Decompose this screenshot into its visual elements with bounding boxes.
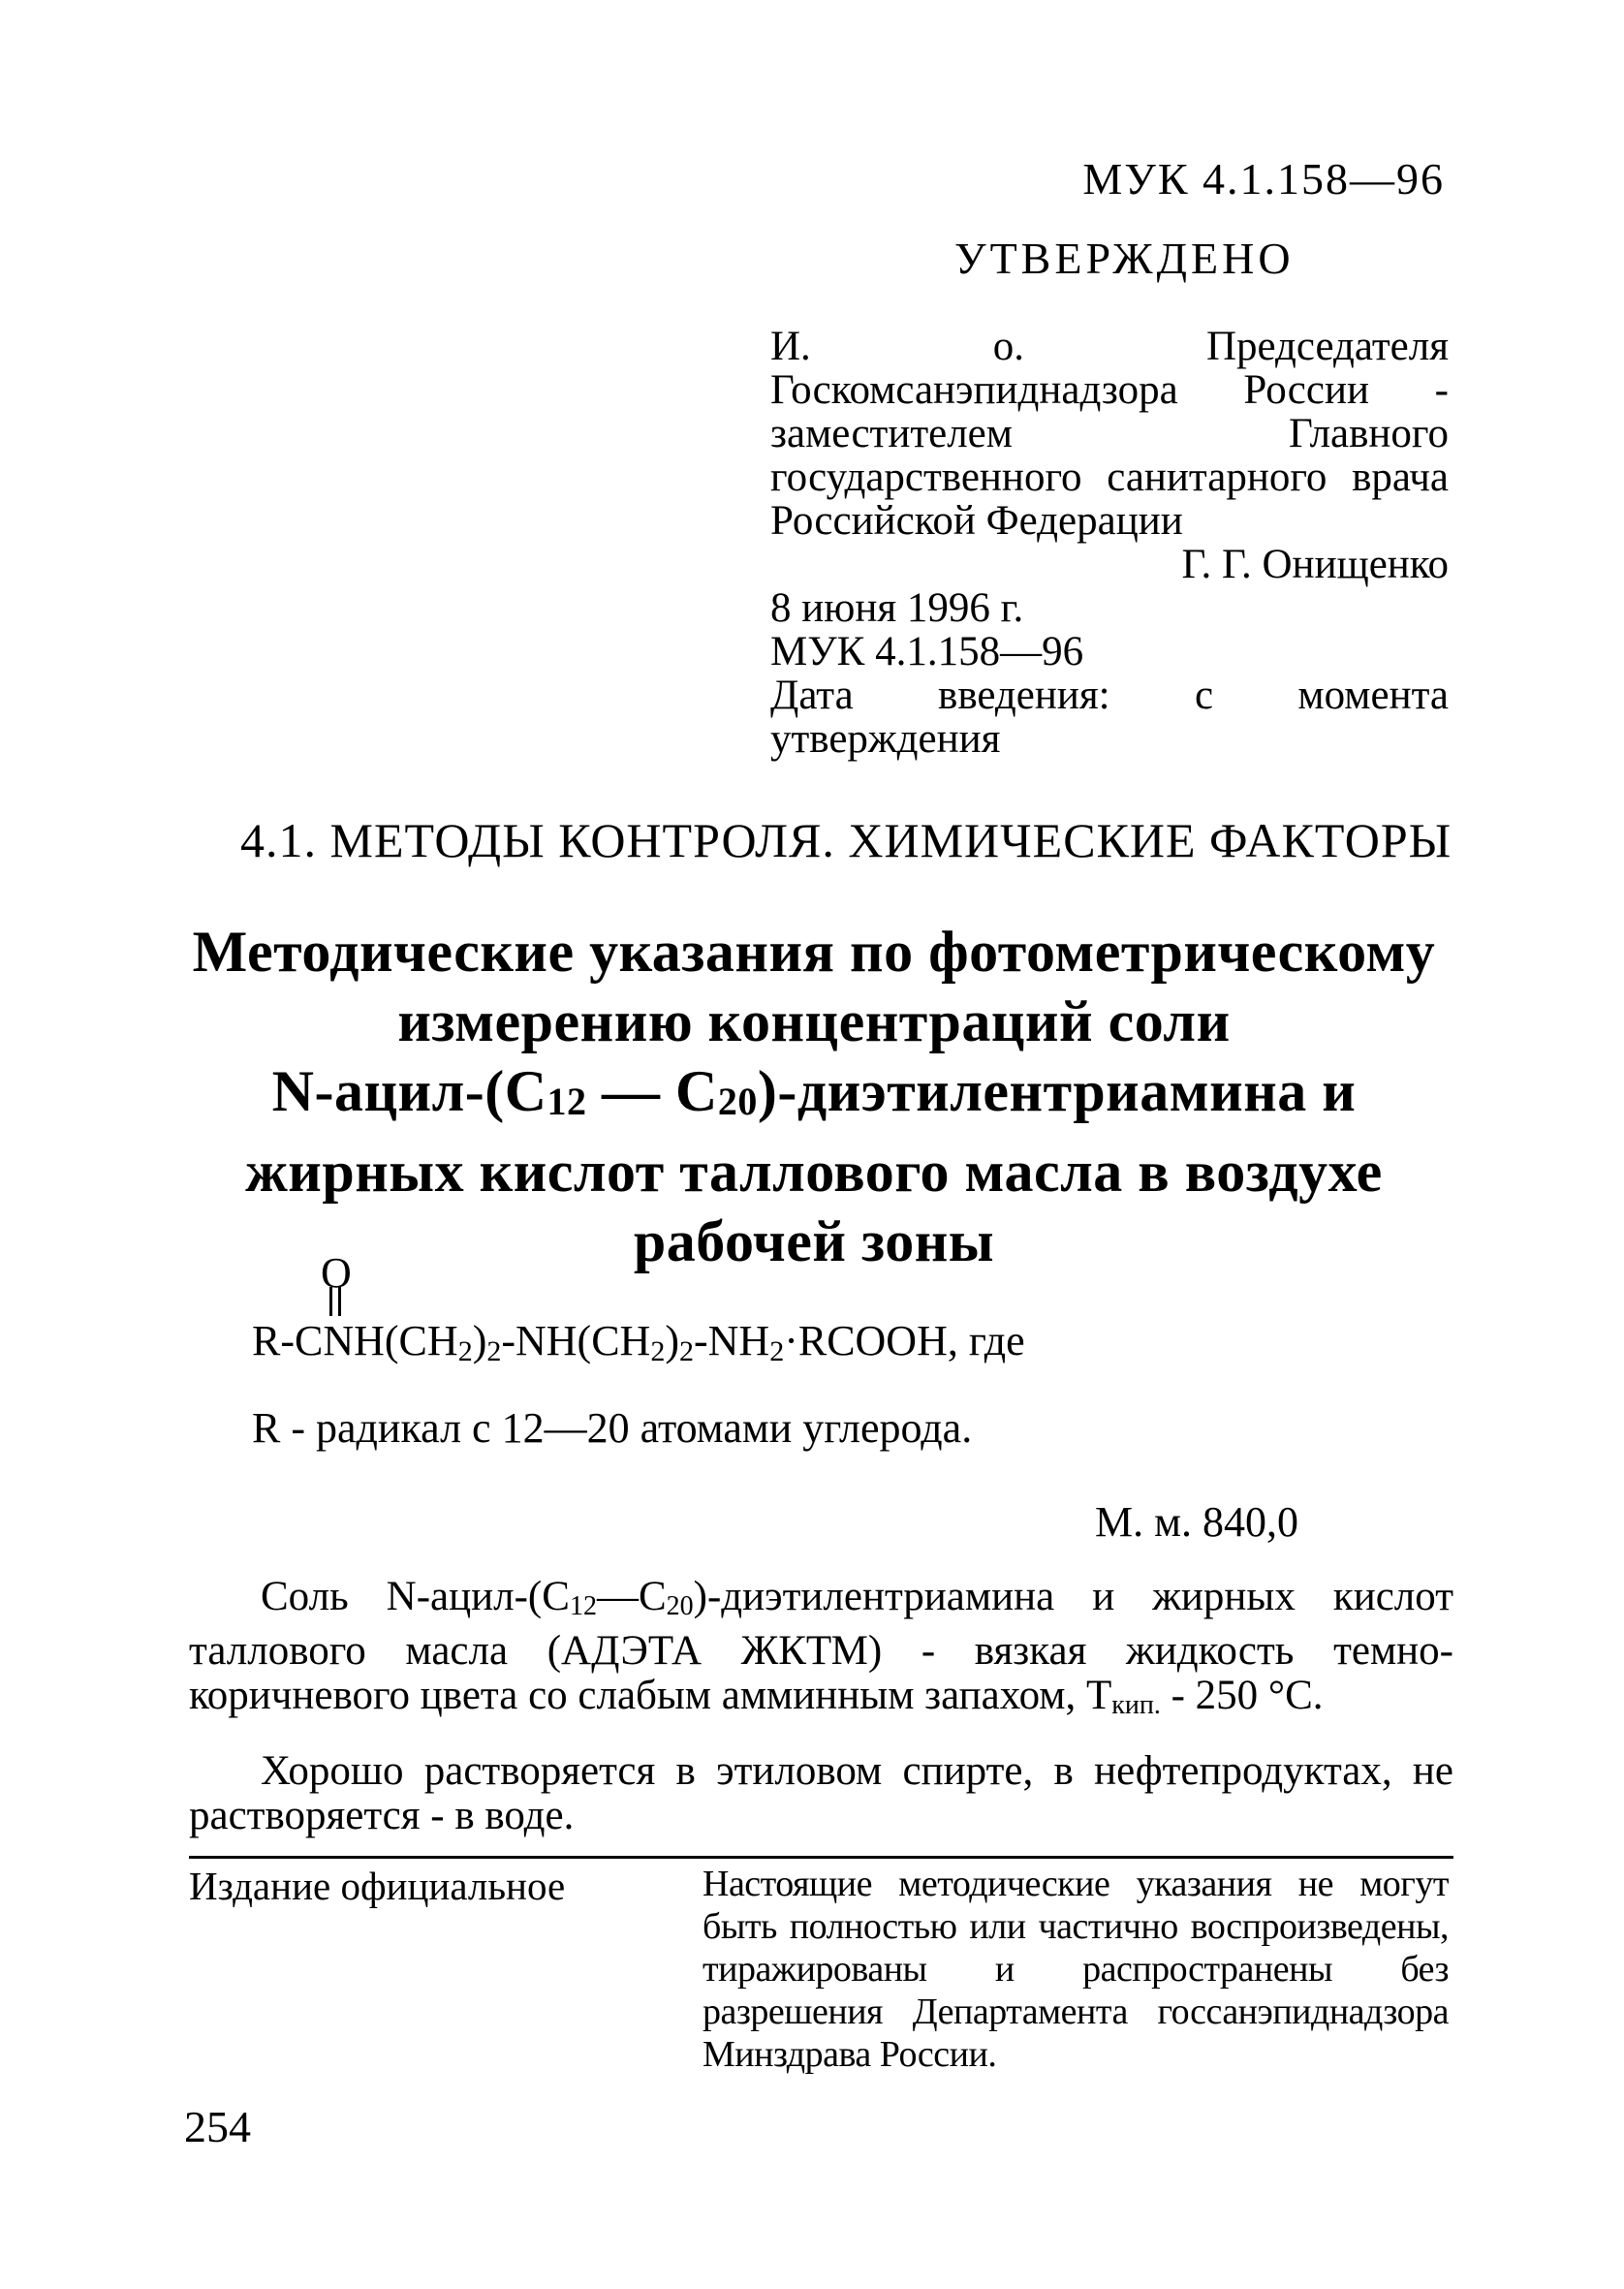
formula-part: ): [665, 1317, 679, 1364]
formula-part: ·RCOOH, где: [784, 1317, 1025, 1364]
effective-date: Дата введения: с момента утверждения: [770, 673, 1449, 762]
subscript: 12: [569, 1591, 597, 1621]
subscript: 20: [666, 1591, 694, 1621]
title-line: рабочей зоны: [633, 1209, 995, 1273]
section-heading: 4.1. МЕТОДЫ КОНТРОЛЯ. ХИМИЧЕСКИЕ ФАКТОРЫ: [240, 813, 1452, 867]
title-line: измерению концентраций соли: [397, 989, 1231, 1053]
approval-block: [770, 325, 1449, 761]
formula-part: R-CNH(CH: [252, 1317, 458, 1364]
approver-name: Г. Г. Онищенко: [1181, 542, 1449, 587]
document-code: МУК 4.1.158—96: [1082, 154, 1445, 204]
title-text: )-диэтилентриамина и: [757, 1059, 1357, 1123]
double-bond: [329, 1287, 341, 1316]
text-run: —С: [596, 1574, 667, 1619]
title-line: [126, 1056, 1502, 1137]
footer-divider: [189, 1856, 1453, 1859]
page-number: 254: [184, 2102, 251, 2151]
approval-code: МУК 4.1.158—96: [770, 629, 1084, 674]
subscript: 2: [678, 1335, 694, 1367]
formula-part: -NH: [693, 1317, 770, 1364]
description-paragraph: [189, 1575, 1453, 1728]
solubility-paragraph: [189, 1749, 1453, 1838]
paragraph-text: [189, 1575, 1453, 1728]
subscript: 20: [717, 1080, 758, 1123]
chemical-formula: [252, 1316, 1025, 1368]
formula-part: -NH(CH: [501, 1317, 651, 1364]
title-text: N-ацил-(С: [271, 1059, 547, 1123]
title-line: Методические указания по фотометрическому: [192, 920, 1436, 984]
subscript: 2: [769, 1335, 785, 1367]
title-text: — С: [586, 1059, 718, 1123]
molecular-mass: М. м. 840,0: [1095, 1498, 1298, 1546]
subscript: 2: [457, 1335, 473, 1367]
paragraph-text: Хорошо растворяется в этиловом спирте, в нефтепродуктах, не растворяется - в воде.: [189, 1748, 1453, 1838]
copyright-notice: Настоящие методические указания не могут быть полностью или частично воспроизведены, тиражированы и распространены без разрешения Департамента госсанэпиднадзора Минздрава России.: [703, 1864, 1449, 2075]
subscript: 12: [547, 1080, 587, 1123]
subscript: 2: [486, 1335, 502, 1367]
document-title: [126, 917, 1502, 1276]
formula-oxygen: O: [321, 1249, 352, 1297]
approval-date: 8 июня 1996 г.: [770, 585, 1024, 631]
text-run: )-диэтилентриамина и жирных кислот таллового масла (АДЭТА ЖКТМ) - вязкая жидкость темно-коричневого цвета со слабым амминным запахом, Т: [189, 1574, 1453, 1718]
official-edition-label: Издание официальное: [189, 1864, 566, 1908]
subscript: 2: [650, 1335, 666, 1367]
approval-stamp: УТВЕРЖДЕНО: [954, 234, 1295, 283]
text-run: Соль N-ацил-(С: [261, 1574, 570, 1619]
title-line: жирных кислот таллового масла в воздухе: [245, 1140, 1383, 1204]
text-run: - 250 °С.: [1160, 1673, 1324, 1718]
formula-part: ): [472, 1317, 487, 1364]
subscript: кип.: [1111, 1690, 1161, 1720]
approver-position: И. о. Председателя Госкомсанэпиднадзора России - заместителем Главного государственного санитарного врача Российской Федерации: [770, 324, 1449, 544]
radical-note: R - радикал с 12—20 атомами углерода.: [252, 1404, 973, 1452]
